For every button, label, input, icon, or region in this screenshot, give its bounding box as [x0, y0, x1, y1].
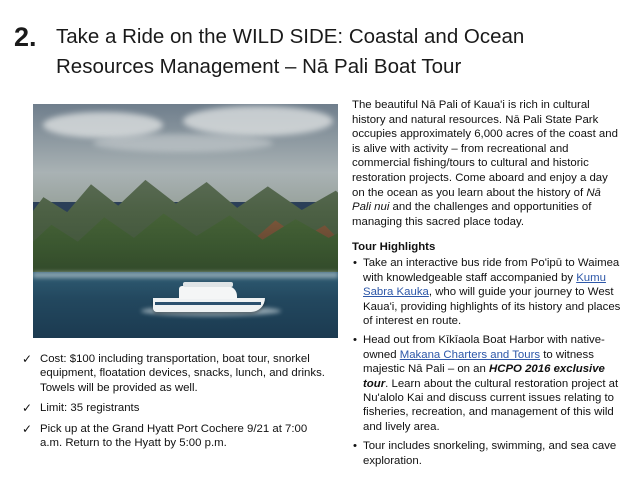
tour-boat — [153, 278, 265, 312]
trip-details-checklist — [22, 352, 332, 456]
cloud-shape — [93, 134, 273, 152]
list-item — [22, 352, 332, 395]
cloud-shape — [183, 106, 333, 136]
list-item — [22, 401, 332, 415]
tour-highlights-list — [352, 256, 622, 468]
tour-highlights-heading: Tour Highlights — [352, 241, 436, 254]
slide-number: 2. — [14, 22, 37, 52]
highlight-1-part-2: , who will guide your journey to West Kaua'i, providing highlights of its history and places of interest en route. — [363, 286, 621, 327]
makana-charters-and-tours-link[interactable]: Makana Charters and Tours — [399, 348, 541, 361]
list-item — [352, 256, 622, 328]
highlight-2-part-1: Head out from Kīkīaola Boat Harbor with native-owned — [363, 334, 605, 361]
list-item — [352, 439, 622, 468]
check-icon: ✓ — [22, 352, 33, 366]
intro-text-part-1: The beautiful Nā Pali of Kaua'i is rich in cultural history and natural resources. Nā Pali State Park occupies approximately 6,000 acres of the coast and is alive with activity – from recreational and commercial fishing/tours to cultural and historic restoration projects. Come aboard and enjoy a day on the ocean as you learn about the history of — [352, 99, 618, 199]
right-text-column — [352, 98, 622, 473]
list-item — [22, 422, 332, 451]
boat-cabin — [179, 286, 237, 299]
highlight-2-emphasis: HCPO 2016 exclusive tour — [363, 363, 605, 390]
check-icon: ✓ — [22, 421, 33, 436]
check-icon: ✓ — [22, 401, 33, 416]
list-item — [352, 333, 622, 434]
detail-pickup-text: Pick up at the Grand Hyatt Port Cochere 9/21 at 7:00 a.m. Return to the Hyatt by 5:00 p.m. — [40, 422, 308, 450]
boat-canopy — [183, 282, 233, 287]
slide-header — [0, 22, 640, 82]
kumu-sabra-kauka-link[interactable]: Kumu Sabra Kauka — [363, 271, 606, 299]
detail-limit-text: Limit: 35 registrants — [40, 402, 140, 415]
intro-paragraph — [352, 98, 622, 229]
highlight-2-part-2: to witness majestic Nā Pali – on an — [363, 348, 594, 376]
highlight-1-part-1: Take an interactive bus ride from Po'ipū to Waimea with knowledgeable staff accompanied by — [363, 257, 620, 284]
intro-text-italic: Nā Pali nui — [352, 186, 601, 214]
highlight-2-part-3: . Learn about the cultural restoration project at Nu'alolo Kai and discuss current issues relating to fisheries, recreation, and management of this wild and lively area. — [363, 377, 619, 433]
boat-stripe — [155, 302, 261, 305]
intro-text-part-2: and the challenges and opportunities of managing this sacred place today. — [352, 201, 592, 228]
detail-cost-text: Cost: $100 including transportation, boat tour, snorkel equipment, floatation devices, snacks, lunch, and drinks. Towels will be provided as well. — [40, 353, 325, 394]
highlight-3-part-1: Tour includes snorkeling, swimming, and sea cave exploration. — [363, 440, 617, 467]
page-title: Take a Ride on the WILD SIDE: Coastal and Ocean Resources Management – Nā Pali Boat Tour — [56, 25, 525, 78]
na-pali-coast-boat-photo — [33, 104, 338, 338]
boat-hull — [153, 298, 265, 312]
